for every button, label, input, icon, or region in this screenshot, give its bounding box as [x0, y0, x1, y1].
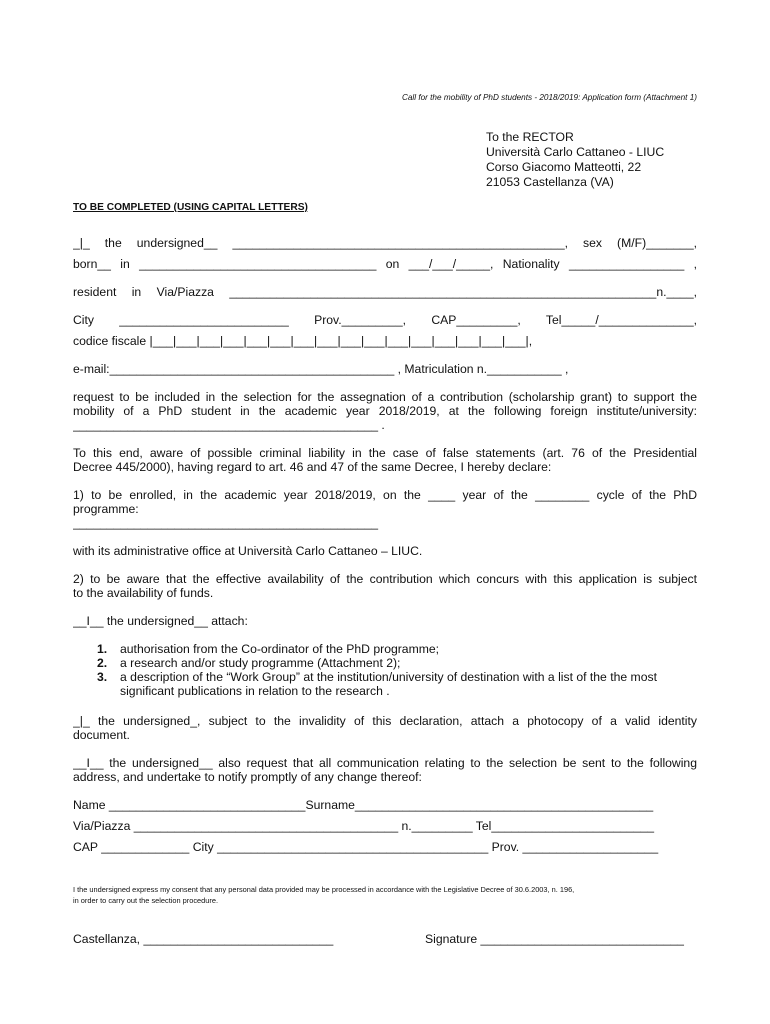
availability-text: to the availability of funds.: [73, 586, 214, 600]
address-field[interactable]: Via/Piazza _______________________________________ n._________ Tel________________________: [73, 819, 655, 833]
name-surname-field[interactable]: Name _____________________________Surname____________________________________________: [73, 798, 654, 812]
form-title: TO BE COMPLETED (USING CAPITAL LETTERS): [73, 202, 308, 213]
rector-line: Università Carlo Cattaneo - LIUC: [486, 145, 665, 159]
rector-line: To the RECTOR: [486, 130, 574, 144]
invalidity-text: document.: [73, 728, 130, 742]
declare-text: To this end, aware of possible criminal liability in the case of false statements (art. 76 of the Presidential: [73, 446, 697, 460]
codice-fiscale-field[interactable]: codice fiscale |___|___|___|___|___|___|___|___|___|___|___|___|___|___|___|___|,: [73, 334, 533, 348]
programme-label: programme:: [73, 502, 139, 516]
enrolment-field[interactable]: 1) to be enrolled, in the academic year 2018/2019, on the ____ year of the ________ cycle of the PhD: [73, 488, 697, 502]
consent-text: I the undersigned express my consent that any personal data provided may be processed in accordance with the Legislative Decree of 30.6.2003, n. 196,: [73, 885, 575, 894]
invalidity-text: _|_ the undersigned_, subject to the invalidity of this declaration, attach a photocopy of a valid identity: [73, 714, 697, 728]
communication-text: __I__ the undersigned__ also request that all communication relating to the selection be sent to the following: [73, 756, 697, 770]
university-field[interactable]: _____________________________________________ .: [73, 418, 385, 432]
birth-field[interactable]: born__ in ___________________________________ on ___/___/_____, Nationality _________________ ,: [73, 257, 697, 271]
attachment-number: 2.: [97, 656, 108, 670]
cap-city-field[interactable]: CAP _____________ City ________________________________________ Prov. ____________________: [73, 840, 659, 854]
rector-line: 21053 Castellanza (VA): [486, 175, 614, 189]
attachment-number: 1.: [97, 642, 108, 656]
attachment-number: 3.: [97, 670, 108, 684]
attachment-item: a research and/or study programme (Attachment 2);: [120, 656, 401, 670]
programme-field[interactable]: _____________________________________________: [73, 516, 379, 530]
communication-text: address, and undertake to notify promptly of any change thereof:: [73, 770, 422, 784]
request-text: request to be included in the selection for the assegnation of a contribution (scholarship grant) to support the: [73, 390, 697, 404]
residence-field[interactable]: resident in Via/Piazza _______________________________________________________________n.____,: [73, 285, 697, 299]
availability-text: 2) to be aware that the effective availability of the contribution which concurs with this application is subject: [73, 572, 697, 586]
signature-field[interactable]: Signature ______________________________: [425, 932, 684, 946]
request-text: mobility of a PhD student in the academic year 2018/2019, at the following foreign institute/university:: [73, 404, 697, 418]
city-field[interactable]: City _________________________ Prov._________, CAP_________, Tel_____/______________,: [73, 313, 697, 327]
consent-text: in order to carry out the selection procedure.: [73, 896, 219, 905]
attachment-item: a description of the “Work Group” at the institution/university of destination with a list of the the most significant publications in relation to the research .: [120, 670, 657, 698]
email-field[interactable]: e-mail:__________________________________________ , Matriculation n.___________ ,: [73, 362, 569, 376]
attach-intro: __I__ the undersigned__ attach:: [73, 614, 248, 628]
attachment-item: authorisation from the Co-ordinator of the PhD programme;: [120, 642, 440, 656]
page-header: Call for the mobility of PhD students - 2018/2019: Application form (Attachment 1): [401, 93, 697, 102]
rector-line: Corso Giacomo Matteotti, 22: [486, 160, 642, 174]
undersigned-field[interactable]: _|_ the undersigned__ _________________________________________________, sex (M/F)_______,: [73, 236, 697, 250]
rector-address: [486, 130, 664, 190]
declare-text: Decree 445/2000), having regard to art. 46 and 47 of the same Decree, I hereby declare:: [73, 460, 552, 474]
admin-office-text: with its administrative office at Università Carlo Cattaneo – LIUC.: [73, 544, 423, 558]
place-date-field[interactable]: Castellanza, ____________________________: [73, 932, 334, 946]
